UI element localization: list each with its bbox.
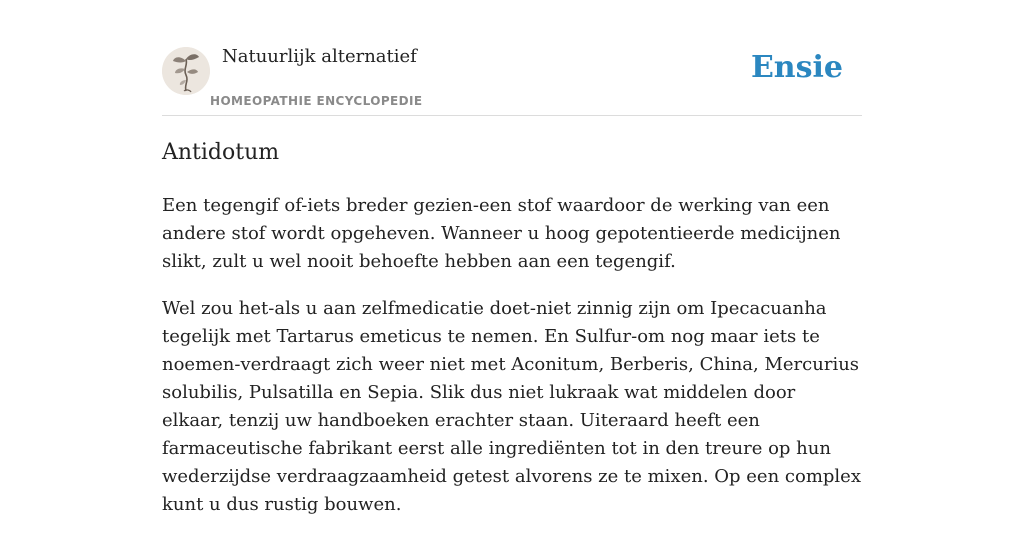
entry-paragraph: Wel zou het-als u aan zelfmedicatie doet-niet zinnig zijn om Ipecacuanha tegelijk met Tartarus emeticus te nemen. En Sulfur-om nog maar iets te noemen-verdraagt zich weer niet met Aconitum, Berberis, China, Mercurius solubilis, Pulsatilla en Sepia. Slik dus niet lukraak wat middelen door elkaar, tenzij uw handboeken erachter staan. Uiteraard heeft een farmaceutische fabrikant eerst alle ingrediënten tot in den treure op hun wederzijdse verdraagzaamheid getest alvorens ze te mixen. Op een complex kunt u dus rustig bouwen. bbox=[162, 298, 861, 515]
entry-title: Antidotum bbox=[162, 140, 280, 165]
book-title[interactable]: Natuurlijk alternatief bbox=[222, 46, 417, 67]
entry-paragraph: Een tegengif of-iets breder gezien-een stof waardoor de werking van een andere stof wordt opgeheven. Wanneer u hoog gepotentieerde medicijnen slikt, zult u wel nooit behoefte hebben aan een tegengif. bbox=[162, 195, 841, 272]
entry-body bbox=[162, 192, 862, 538]
plant-illustration-icon[interactable] bbox=[162, 47, 210, 95]
ensie-logo-link[interactable]: Ensie bbox=[750, 50, 843, 85]
entry-card bbox=[162, 0, 862, 515]
header bbox=[162, 0, 862, 116]
book-subtitle: HOMEOPATHIE ENCYCLOPEDIE bbox=[210, 94, 423, 108]
